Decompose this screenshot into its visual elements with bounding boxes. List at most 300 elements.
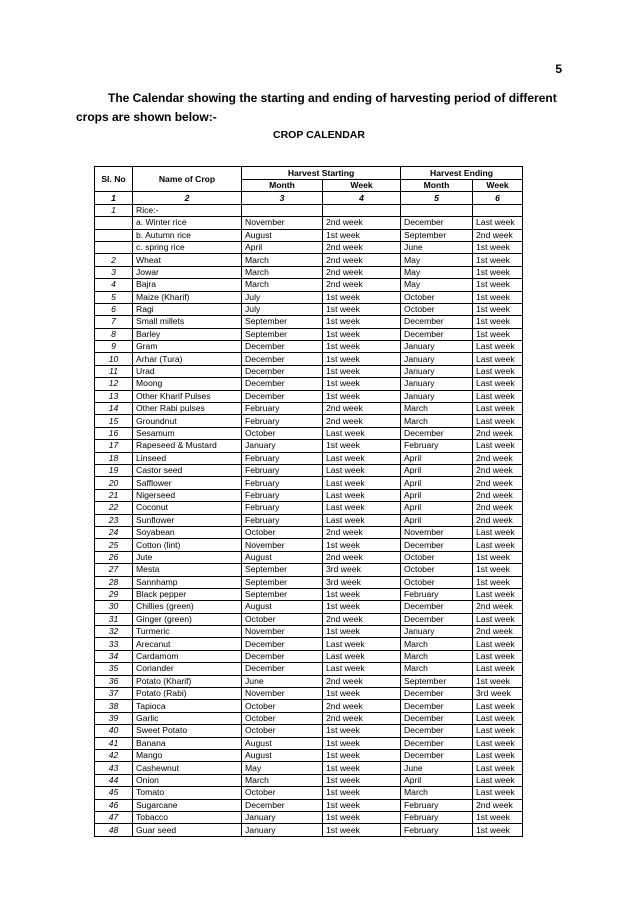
end-week-cell: Last week <box>473 700 523 712</box>
crop-name-cell: Linseed <box>133 452 242 464</box>
end-month-cell: January <box>401 365 473 377</box>
end-month-cell: December <box>401 700 473 712</box>
start-month-cell: November <box>242 217 323 229</box>
end-week-cell: 1st week <box>473 303 523 315</box>
start-month-cell: July <box>242 291 323 303</box>
crop-name-cell: Sugarcane <box>133 799 242 811</box>
end-week-cell: Last week <box>473 613 523 625</box>
table-row <box>95 700 523 712</box>
end-month-cell: November <box>401 526 473 538</box>
crop-name-cell: Black pepper <box>133 588 242 600</box>
sl-no-cell: 44 <box>95 774 133 786</box>
start-week-cell: 1st week <box>323 774 401 786</box>
end-week-cell: Last week <box>473 440 523 452</box>
start-week-cell: 2nd week <box>323 279 401 291</box>
start-week-cell: Last week <box>323 477 401 489</box>
header-harvest-ending: Harvest Ending <box>401 167 523 180</box>
start-week-cell: 1st week <box>323 353 401 365</box>
header-harvest-starting: Harvest Starting <box>242 167 401 180</box>
start-week-cell: 2nd week <box>323 241 401 253</box>
sl-no-cell: 6 <box>95 303 133 315</box>
end-month-cell: December <box>401 725 473 737</box>
sl-no-cell: 33 <box>95 638 133 650</box>
sl-no-cell: 23 <box>95 514 133 526</box>
end-month-cell: February <box>401 824 473 836</box>
end-month-cell: February <box>401 588 473 600</box>
end-month-cell: January <box>401 353 473 365</box>
table-row <box>95 204 523 216</box>
table-row <box>95 588 523 600</box>
crop-name-cell: Safflower <box>133 477 242 489</box>
table-row <box>95 378 523 390</box>
end-month-cell: April <box>401 514 473 526</box>
start-week-cell: Last week <box>323 650 401 662</box>
end-week-cell: 2nd week <box>473 514 523 526</box>
start-week-cell: 1st week <box>323 390 401 402</box>
table-row <box>95 390 523 402</box>
start-month-cell: February <box>242 514 323 526</box>
end-month-cell: March <box>401 650 473 662</box>
end-month-cell: January <box>401 378 473 390</box>
end-month-cell: June <box>401 241 473 253</box>
sl-no-cell: 3 <box>95 266 133 278</box>
start-month-cell: October <box>242 712 323 724</box>
start-month-cell: January <box>242 811 323 823</box>
end-month-cell: December <box>401 217 473 229</box>
table-row <box>95 514 523 526</box>
end-month-cell: May <box>401 254 473 266</box>
end-month-cell <box>401 204 473 216</box>
end-week-cell: 1st week <box>473 279 523 291</box>
crop-name-cell: Sweet Potato <box>133 725 242 737</box>
start-month-cell: December <box>242 353 323 365</box>
end-month-cell: January <box>401 390 473 402</box>
start-month-cell: August <box>242 737 323 749</box>
start-month-cell: February <box>242 477 323 489</box>
start-month-cell: September <box>242 328 323 340</box>
end-month-cell: September <box>401 229 473 241</box>
end-month-cell: October <box>401 576 473 588</box>
start-week-cell: 1st week <box>323 341 401 353</box>
start-week-cell: 1st week <box>323 799 401 811</box>
sl-no-cell: 13 <box>95 390 133 402</box>
end-week-cell: 2nd week <box>473 489 523 501</box>
column-number: 3 <box>242 192 323 204</box>
table-row <box>95 564 523 576</box>
start-month-cell: February <box>242 489 323 501</box>
start-week-cell: 3rd week <box>323 564 401 576</box>
table-row <box>95 341 523 353</box>
end-month-cell: October <box>401 291 473 303</box>
start-week-cell: 2nd week <box>323 613 401 625</box>
table-row <box>95 502 523 514</box>
end-month-cell: April <box>401 477 473 489</box>
end-week-cell <box>473 204 523 216</box>
header-end-month: Month <box>401 180 473 192</box>
sl-no-cell: 35 <box>95 663 133 675</box>
sl-no-cell: 43 <box>95 762 133 774</box>
end-month-cell: January <box>401 626 473 638</box>
sl-no-cell: 4 <box>95 279 133 291</box>
start-week-cell: 1st week <box>323 588 401 600</box>
crop-name-cell: Rice:- <box>133 204 242 216</box>
crop-name-cell: Turmeric <box>133 626 242 638</box>
crop-name-cell: Coconut <box>133 502 242 514</box>
crop-name-cell: Coriander <box>133 663 242 675</box>
sl-no-cell <box>95 217 133 229</box>
end-month-cell: March <box>401 638 473 650</box>
start-month-cell: December <box>242 341 323 353</box>
start-month-cell: February <box>242 403 323 415</box>
crop-name-cell: Moong <box>133 378 242 390</box>
start-week-cell: 2nd week <box>323 712 401 724</box>
table-row <box>95 787 523 799</box>
table-row <box>95 725 523 737</box>
start-month-cell: February <box>242 452 323 464</box>
sl-no-cell: 15 <box>95 415 133 427</box>
intro-paragraph <box>76 89 566 127</box>
end-week-cell: Last week <box>473 787 523 799</box>
table-row <box>95 353 523 365</box>
table-row <box>95 824 523 836</box>
column-number-row <box>95 192 523 204</box>
start-month-cell: November <box>242 688 323 700</box>
end-week-cell: 1st week <box>473 266 523 278</box>
end-month-cell: December <box>401 316 473 328</box>
start-week-cell: Last week <box>323 502 401 514</box>
sl-no-cell: 5 <box>95 291 133 303</box>
sl-no-cell: 27 <box>95 564 133 576</box>
end-month-cell: December <box>401 688 473 700</box>
end-month-cell: December <box>401 601 473 613</box>
crop-name-cell: Barley <box>133 328 242 340</box>
table-row <box>95 328 523 340</box>
start-week-cell: Last week <box>323 427 401 439</box>
table-row <box>95 229 523 241</box>
table-row <box>95 303 523 315</box>
end-week-cell: Last week <box>473 588 523 600</box>
start-month-cell: December <box>242 663 323 675</box>
start-month-cell: February <box>242 415 323 427</box>
end-month-cell: April <box>401 464 473 476</box>
crop-name-cell: Mango <box>133 749 242 761</box>
start-week-cell: 1st week <box>323 539 401 551</box>
sl-no-cell: 28 <box>95 576 133 588</box>
crop-name-cell: Tobacco <box>133 811 242 823</box>
table-row <box>95 688 523 700</box>
column-number: 2 <box>133 192 242 204</box>
crop-name-cell: Cashewnut <box>133 762 242 774</box>
sl-no-cell: 16 <box>95 427 133 439</box>
crop-name-cell: Nigerseed <box>133 489 242 501</box>
start-week-cell: 1st week <box>323 601 401 613</box>
start-week-cell: Last week <box>323 514 401 526</box>
crop-calendar-table <box>94 166 523 837</box>
start-week-cell: 2nd week <box>323 675 401 687</box>
end-month-cell: December <box>401 539 473 551</box>
end-week-cell: 1st week <box>473 576 523 588</box>
start-month-cell: September <box>242 316 323 328</box>
start-month-cell: May <box>242 762 323 774</box>
start-week-cell: 2nd week <box>323 415 401 427</box>
crop-name-cell: Wheat <box>133 254 242 266</box>
table-row <box>95 749 523 761</box>
sl-no-cell: 17 <box>95 440 133 452</box>
start-month-cell: October <box>242 526 323 538</box>
crop-name-cell: Arecanut <box>133 638 242 650</box>
sl-no-cell: 30 <box>95 601 133 613</box>
sl-no-cell: 11 <box>95 365 133 377</box>
sl-no-cell <box>95 229 133 241</box>
start-month-cell: November <box>242 626 323 638</box>
end-month-cell: December <box>401 613 473 625</box>
crop-name-cell: Sesamum <box>133 427 242 439</box>
table-row <box>95 774 523 786</box>
sl-no-cell: 37 <box>95 688 133 700</box>
end-week-cell: 1st week <box>473 551 523 563</box>
end-week-cell: Last week <box>473 737 523 749</box>
start-month-cell: October <box>242 613 323 625</box>
table-row <box>95 551 523 563</box>
table-row <box>95 464 523 476</box>
table-row <box>95 712 523 724</box>
start-week-cell: 1st week <box>323 811 401 823</box>
start-week-cell: Last week <box>323 464 401 476</box>
end-month-cell: February <box>401 811 473 823</box>
end-week-cell: 1st week <box>473 316 523 328</box>
start-week-cell: 1st week <box>323 316 401 328</box>
sl-no-cell: 32 <box>95 626 133 638</box>
table-row <box>95 489 523 501</box>
sl-no-cell: 20 <box>95 477 133 489</box>
start-month-cell: November <box>242 539 323 551</box>
start-month-cell: September <box>242 564 323 576</box>
table-row <box>95 762 523 774</box>
end-month-cell: May <box>401 266 473 278</box>
table-row <box>95 626 523 638</box>
end-week-cell: 1st week <box>473 254 523 266</box>
start-month-cell: August <box>242 551 323 563</box>
table-row <box>95 811 523 823</box>
crop-name-cell: Guar seed <box>133 824 242 836</box>
page-title: CROP CALENDAR <box>273 129 365 141</box>
end-month-cell: May <box>401 279 473 291</box>
start-month-cell: April <box>242 241 323 253</box>
header-start-month: Month <box>242 180 323 192</box>
column-number: 1 <box>95 192 133 204</box>
table-row <box>95 291 523 303</box>
crop-name-cell: Rapeseed & Mustard <box>133 440 242 452</box>
end-month-cell: April <box>401 489 473 501</box>
crop-name-cell: b. Autumn rice <box>133 229 242 241</box>
end-week-cell: Last week <box>473 341 523 353</box>
start-month-cell <box>242 204 323 216</box>
sl-no-cell: 26 <box>95 551 133 563</box>
sl-no-cell: 7 <box>95 316 133 328</box>
table-row <box>95 737 523 749</box>
column-number: 5 <box>401 192 473 204</box>
end-month-cell: December <box>401 712 473 724</box>
start-month-cell: January <box>242 824 323 836</box>
crop-name-cell: Other Rabi pulses <box>133 403 242 415</box>
start-week-cell: 1st week <box>323 378 401 390</box>
crop-name-cell: Cotton (lint) <box>133 539 242 551</box>
sl-no-cell: 36 <box>95 675 133 687</box>
end-month-cell: June <box>401 762 473 774</box>
end-week-cell: Last week <box>473 378 523 390</box>
table-row <box>95 316 523 328</box>
table-row <box>95 526 523 538</box>
table-row <box>95 613 523 625</box>
start-month-cell: December <box>242 638 323 650</box>
table-row <box>95 415 523 427</box>
end-week-cell: Last week <box>473 403 523 415</box>
start-week-cell: Last week <box>323 638 401 650</box>
crop-name-cell: Cardamom <box>133 650 242 662</box>
start-week-cell: 1st week <box>323 737 401 749</box>
sl-no-cell: 40 <box>95 725 133 737</box>
start-week-cell: 1st week <box>323 328 401 340</box>
end-week-cell: Last week <box>473 526 523 538</box>
start-week-cell: 2nd week <box>323 526 401 538</box>
start-month-cell: September <box>242 576 323 588</box>
end-week-cell: 2nd week <box>473 427 523 439</box>
crop-name-cell: Castor seed <box>133 464 242 476</box>
start-week-cell: 3rd week <box>323 576 401 588</box>
start-month-cell: October <box>242 700 323 712</box>
crop-name-cell: a. Winter rice <box>133 217 242 229</box>
end-month-cell: February <box>401 440 473 452</box>
start-month-cell: December <box>242 378 323 390</box>
end-month-cell: December <box>401 737 473 749</box>
start-week-cell <box>323 204 401 216</box>
start-week-cell: 1st week <box>323 725 401 737</box>
start-week-cell: 2nd week <box>323 254 401 266</box>
end-month-cell: December <box>401 328 473 340</box>
end-month-cell: April <box>401 774 473 786</box>
start-week-cell: Last week <box>323 489 401 501</box>
sl-no-cell: 41 <box>95 737 133 749</box>
start-month-cell: March <box>242 266 323 278</box>
crop-name-cell: Jowar <box>133 266 242 278</box>
table-row <box>95 217 523 229</box>
end-month-cell: April <box>401 502 473 514</box>
crop-name-cell: Small millets <box>133 316 242 328</box>
start-week-cell: 1st week <box>323 229 401 241</box>
column-number: 6 <box>473 192 523 204</box>
end-week-cell: 2nd week <box>473 799 523 811</box>
sl-no-cell: 47 <box>95 811 133 823</box>
end-month-cell: February <box>401 799 473 811</box>
table-row <box>95 638 523 650</box>
crop-name-cell: Groundnut <box>133 415 242 427</box>
start-week-cell: 2nd week <box>323 403 401 415</box>
end-month-cell: September <box>401 675 473 687</box>
page-number: 5 <box>555 62 562 76</box>
sl-no-cell: 18 <box>95 452 133 464</box>
crop-name-cell: Sunflower <box>133 514 242 526</box>
start-week-cell: 1st week <box>323 440 401 452</box>
start-week-cell: 2nd week <box>323 217 401 229</box>
sl-no-cell: 38 <box>95 700 133 712</box>
start-week-cell: 1st week <box>323 749 401 761</box>
sl-no-cell: 2 <box>95 254 133 266</box>
start-month-cell: August <box>242 601 323 613</box>
start-week-cell: 1st week <box>323 291 401 303</box>
crop-name-cell: Garlic <box>133 712 242 724</box>
crop-name-cell: Potato (Rabi) <box>133 688 242 700</box>
end-week-cell: 1st week <box>473 241 523 253</box>
table-row <box>95 266 523 278</box>
start-week-cell: 1st week <box>323 688 401 700</box>
table-row <box>95 663 523 675</box>
sl-no-cell: 39 <box>95 712 133 724</box>
crop-name-cell: Ragi <box>133 303 242 315</box>
sl-no-cell: 45 <box>95 787 133 799</box>
sl-no-cell: 31 <box>95 613 133 625</box>
crop-name-cell: Ginger (green) <box>133 613 242 625</box>
end-week-cell: 2nd week <box>473 452 523 464</box>
end-week-cell: Last week <box>473 663 523 675</box>
end-week-cell: 1st week <box>473 811 523 823</box>
sl-no-cell: 24 <box>95 526 133 538</box>
end-week-cell: 2nd week <box>473 626 523 638</box>
crop-name-cell: Mesta <box>133 564 242 576</box>
start-week-cell: 1st week <box>323 303 401 315</box>
end-week-cell: 2nd week <box>473 502 523 514</box>
end-week-cell: 1st week <box>473 564 523 576</box>
start-month-cell: February <box>242 464 323 476</box>
start-month-cell: February <box>242 502 323 514</box>
end-month-cell: March <box>401 415 473 427</box>
crop-name-cell: c. spring rice <box>133 241 242 253</box>
end-week-cell: 2nd week <box>473 477 523 489</box>
end-week-cell: Last week <box>473 353 523 365</box>
table-row <box>95 440 523 452</box>
sl-no-cell: 10 <box>95 353 133 365</box>
header-sl-no: Sl. No <box>95 167 133 192</box>
start-month-cell: August <box>242 749 323 761</box>
table-row <box>95 675 523 687</box>
table-row <box>95 477 523 489</box>
end-week-cell: Last week <box>473 217 523 229</box>
end-week-cell: 2nd week <box>473 229 523 241</box>
crop-name-cell: Chillies (green) <box>133 601 242 613</box>
end-month-cell: March <box>401 663 473 675</box>
start-month-cell: September <box>242 588 323 600</box>
end-week-cell: Last week <box>473 650 523 662</box>
sl-no-cell: 42 <box>95 749 133 761</box>
intro-text: The Calendar showing the starting and ending of harvesting period of different crops are shown below:- <box>76 91 557 124</box>
sl-no-cell: 46 <box>95 799 133 811</box>
header-end-week: Week <box>473 180 523 192</box>
table-row <box>95 799 523 811</box>
table-row <box>95 601 523 613</box>
sl-no-cell: 8 <box>95 328 133 340</box>
crop-name-cell: Tapioca <box>133 700 242 712</box>
end-week-cell: 3rd week <box>473 688 523 700</box>
end-month-cell: October <box>401 564 473 576</box>
start-month-cell: August <box>242 229 323 241</box>
start-month-cell: December <box>242 650 323 662</box>
start-month-cell: June <box>242 675 323 687</box>
start-month-cell: March <box>242 279 323 291</box>
crop-name-cell: Urad <box>133 365 242 377</box>
table-row <box>95 539 523 551</box>
sl-no-cell: 14 <box>95 403 133 415</box>
table-row <box>95 279 523 291</box>
end-week-cell: Last week <box>473 774 523 786</box>
